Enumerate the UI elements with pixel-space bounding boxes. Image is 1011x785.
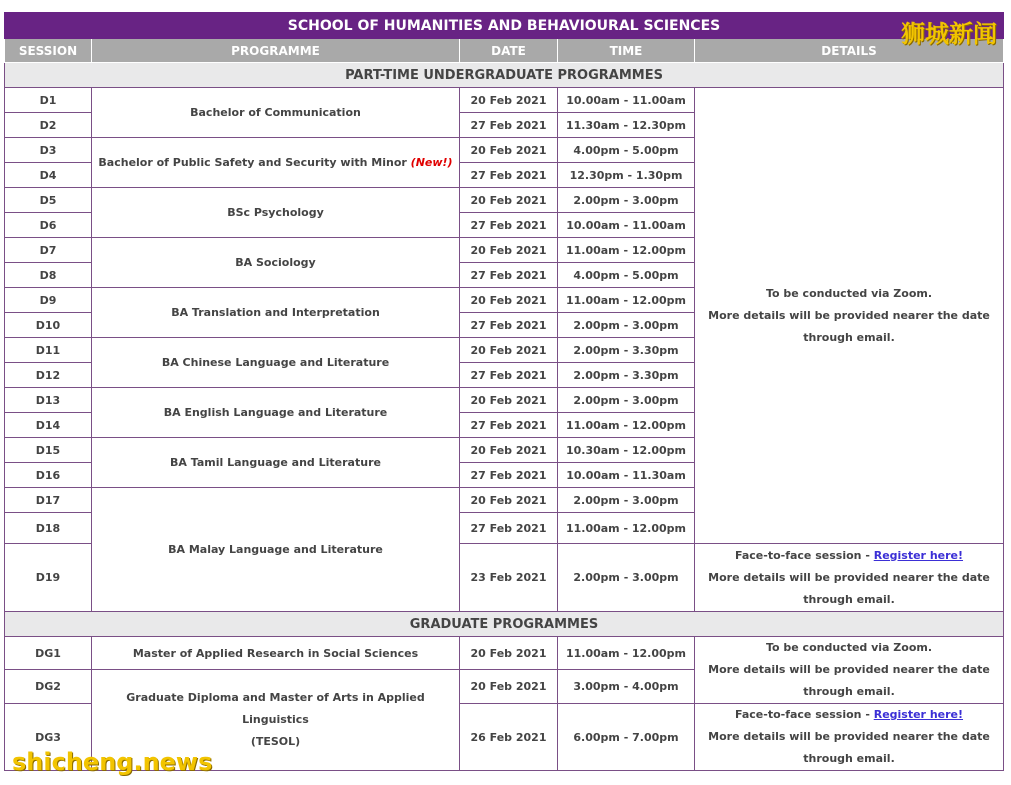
header-date: DATE [460, 39, 558, 63]
date-cell: 27 Feb 2021 [460, 163, 558, 188]
time-cell: 11.00am - 12.00pm [558, 288, 695, 313]
details-f2f [695, 704, 1004, 771]
programme-cell: BA Tamil Language and Literature [92, 438, 460, 488]
time-cell: 11.00am - 12.00pm [558, 413, 695, 438]
date-cell: 23 Feb 2021 [460, 544, 558, 612]
time-cell: 10.30am - 12.00pm [558, 438, 695, 463]
header-time: TIME [558, 39, 695, 63]
table-row [5, 637, 1004, 670]
date-cell: 27 Feb 2021 [460, 463, 558, 488]
date-cell: 27 Feb 2021 [460, 263, 558, 288]
date-cell: 20 Feb 2021 [460, 637, 558, 670]
session-cell: D4 [5, 163, 92, 188]
session-cell: D9 [5, 288, 92, 313]
header-details: DETAILS [695, 39, 1004, 63]
date-cell: 20 Feb 2021 [460, 188, 558, 213]
register-link[interactable]: Register here! [873, 548, 964, 562]
header-row [5, 39, 1004, 63]
time-cell: 2.00pm - 3.30pm [558, 338, 695, 363]
time-cell: 6.00pm - 7.00pm [558, 704, 695, 771]
programme-cell: BA Chinese Language and Literature [92, 338, 460, 388]
session-cell: D3 [5, 138, 92, 163]
date-cell: 26 Feb 2021 [460, 704, 558, 771]
date-cell: 27 Feb 2021 [460, 113, 558, 138]
time-cell: 2.00pm - 3.30pm [558, 363, 695, 388]
time-cell: 3.00pm - 4.00pm [558, 670, 695, 704]
programme-cell: BA Sociology [92, 238, 460, 288]
session-cell: D14 [5, 413, 92, 438]
date-cell: 27 Feb 2021 [460, 313, 558, 338]
time-cell: 11.30am - 12.30pm [558, 113, 695, 138]
session-cell: D6 [5, 213, 92, 238]
programme-cell: BSc Psychology [92, 188, 460, 238]
date-cell: 20 Feb 2021 [460, 338, 558, 363]
programme-cell: BA Malay Language and Literature [92, 488, 460, 612]
session-cell: D10 [5, 313, 92, 338]
programme-cell: Bachelor of Communication [92, 88, 460, 138]
programme-text: (TESOL) [250, 735, 301, 748]
programme-text: Graduate Diploma and Master of Arts in Applied Linguistics [126, 691, 425, 726]
details-more-text: More details will be provided nearer the date [708, 730, 990, 743]
date-cell: 20 Feb 2021 [460, 138, 558, 163]
details-email-text: through email. [803, 685, 895, 698]
programme-cell: Master of Applied Research in Social Sciences [92, 637, 460, 670]
table-title: SCHOOL OF HUMANITIES AND BEHAVIOURAL SCIENCES [5, 13, 1004, 39]
time-cell: 10.00am - 11.30am [558, 463, 695, 488]
time-cell: 12.30pm - 1.30pm [558, 163, 695, 188]
details-f2f-text: Face-to-face session - [734, 548, 874, 562]
time-cell: 4.00pm - 5.00pm [558, 138, 695, 163]
session-cell: D5 [5, 188, 92, 213]
details-zoom [695, 88, 1004, 544]
time-cell: 10.00am - 11.00am [558, 88, 695, 113]
watermark-en: shicheng.news [12, 748, 213, 776]
details-zoom-text: To be conducted via Zoom. [765, 286, 933, 300]
section-graduate [5, 612, 1004, 637]
programme-cell [92, 138, 460, 188]
header-session: SESSION [5, 39, 92, 63]
time-cell: 2.00pm - 3.00pm [558, 313, 695, 338]
session-cell: D1 [5, 88, 92, 113]
session-cell: D12 [5, 363, 92, 388]
details-zoom [695, 637, 1004, 704]
programme-text: Bachelor of Public Safety and Security with Minor [98, 156, 407, 169]
session-cell: D8 [5, 263, 92, 288]
details-f2f [695, 544, 1004, 612]
date-cell: 20 Feb 2021 [460, 88, 558, 113]
time-cell: 2.00pm - 3.00pm [558, 488, 695, 513]
new-badge: (New!) [410, 156, 453, 169]
programme-cell: BA English Language and Literature [92, 388, 460, 438]
programme-cell: BA Translation and Interpretation [92, 288, 460, 338]
time-cell: 2.00pm - 3.00pm [558, 544, 695, 612]
date-cell: 20 Feb 2021 [460, 288, 558, 313]
date-cell: 27 Feb 2021 [460, 513, 558, 544]
date-cell: 20 Feb 2021 [460, 488, 558, 513]
details-email-text: through email. [803, 592, 895, 606]
date-cell: 27 Feb 2021 [460, 213, 558, 238]
header-programme: PROGRAMME [92, 39, 460, 63]
details-f2f-text: Face-to-face session - [734, 708, 874, 721]
details-more-text: More details will be provided nearer the date [708, 663, 990, 676]
date-cell: 27 Feb 2021 [460, 413, 558, 438]
session-cell: D18 [5, 513, 92, 544]
time-cell: 2.00pm - 3.00pm [558, 188, 695, 213]
schedule-container [4, 12, 1003, 771]
date-cell: 27 Feb 2021 [460, 363, 558, 388]
session-cell: D11 [5, 338, 92, 363]
time-cell: 11.00am - 12.00pm [558, 513, 695, 544]
details-zoom-text: To be conducted via Zoom. [765, 641, 933, 654]
time-cell: 10.00am - 11.00am [558, 213, 695, 238]
session-cell: D16 [5, 463, 92, 488]
session-cell: D7 [5, 238, 92, 263]
time-cell: 4.00pm - 5.00pm [558, 263, 695, 288]
details-more-text: More details will be provided nearer the date [708, 308, 990, 322]
details-more-text: More details will be provided nearer the date [708, 570, 990, 584]
session-cell: D17 [5, 488, 92, 513]
session-cell: DG2 [5, 670, 92, 704]
section-title: PART-TIME UNDERGRADUATE PROGRAMMES [5, 63, 1004, 88]
session-cell: D19 [5, 544, 92, 612]
time-cell: 2.00pm - 3.00pm [558, 388, 695, 413]
date-cell: 20 Feb 2021 [460, 670, 558, 704]
section-undergraduate [5, 63, 1004, 88]
session-cell: DG3 [5, 704, 92, 771]
time-cell: 11.00am - 12.00pm [558, 238, 695, 263]
session-cell: DG1 [5, 637, 92, 670]
details-email-text: through email. [803, 752, 895, 765]
date-cell: 20 Feb 2021 [460, 388, 558, 413]
register-link[interactable]: Register here! [873, 708, 964, 721]
schedule-table [4, 12, 1004, 771]
session-cell: D15 [5, 438, 92, 463]
table-row [5, 88, 1004, 113]
details-email-text: through email. [803, 330, 895, 344]
date-cell: 20 Feb 2021 [460, 438, 558, 463]
time-cell: 11.00am - 12.00pm [558, 637, 695, 670]
session-cell: D2 [5, 113, 92, 138]
session-cell: D13 [5, 388, 92, 413]
date-cell: 20 Feb 2021 [460, 238, 558, 263]
section-title: GRADUATE PROGRAMMES [5, 612, 1004, 637]
watermark-cn: 狮城新闻 [901, 20, 997, 48]
